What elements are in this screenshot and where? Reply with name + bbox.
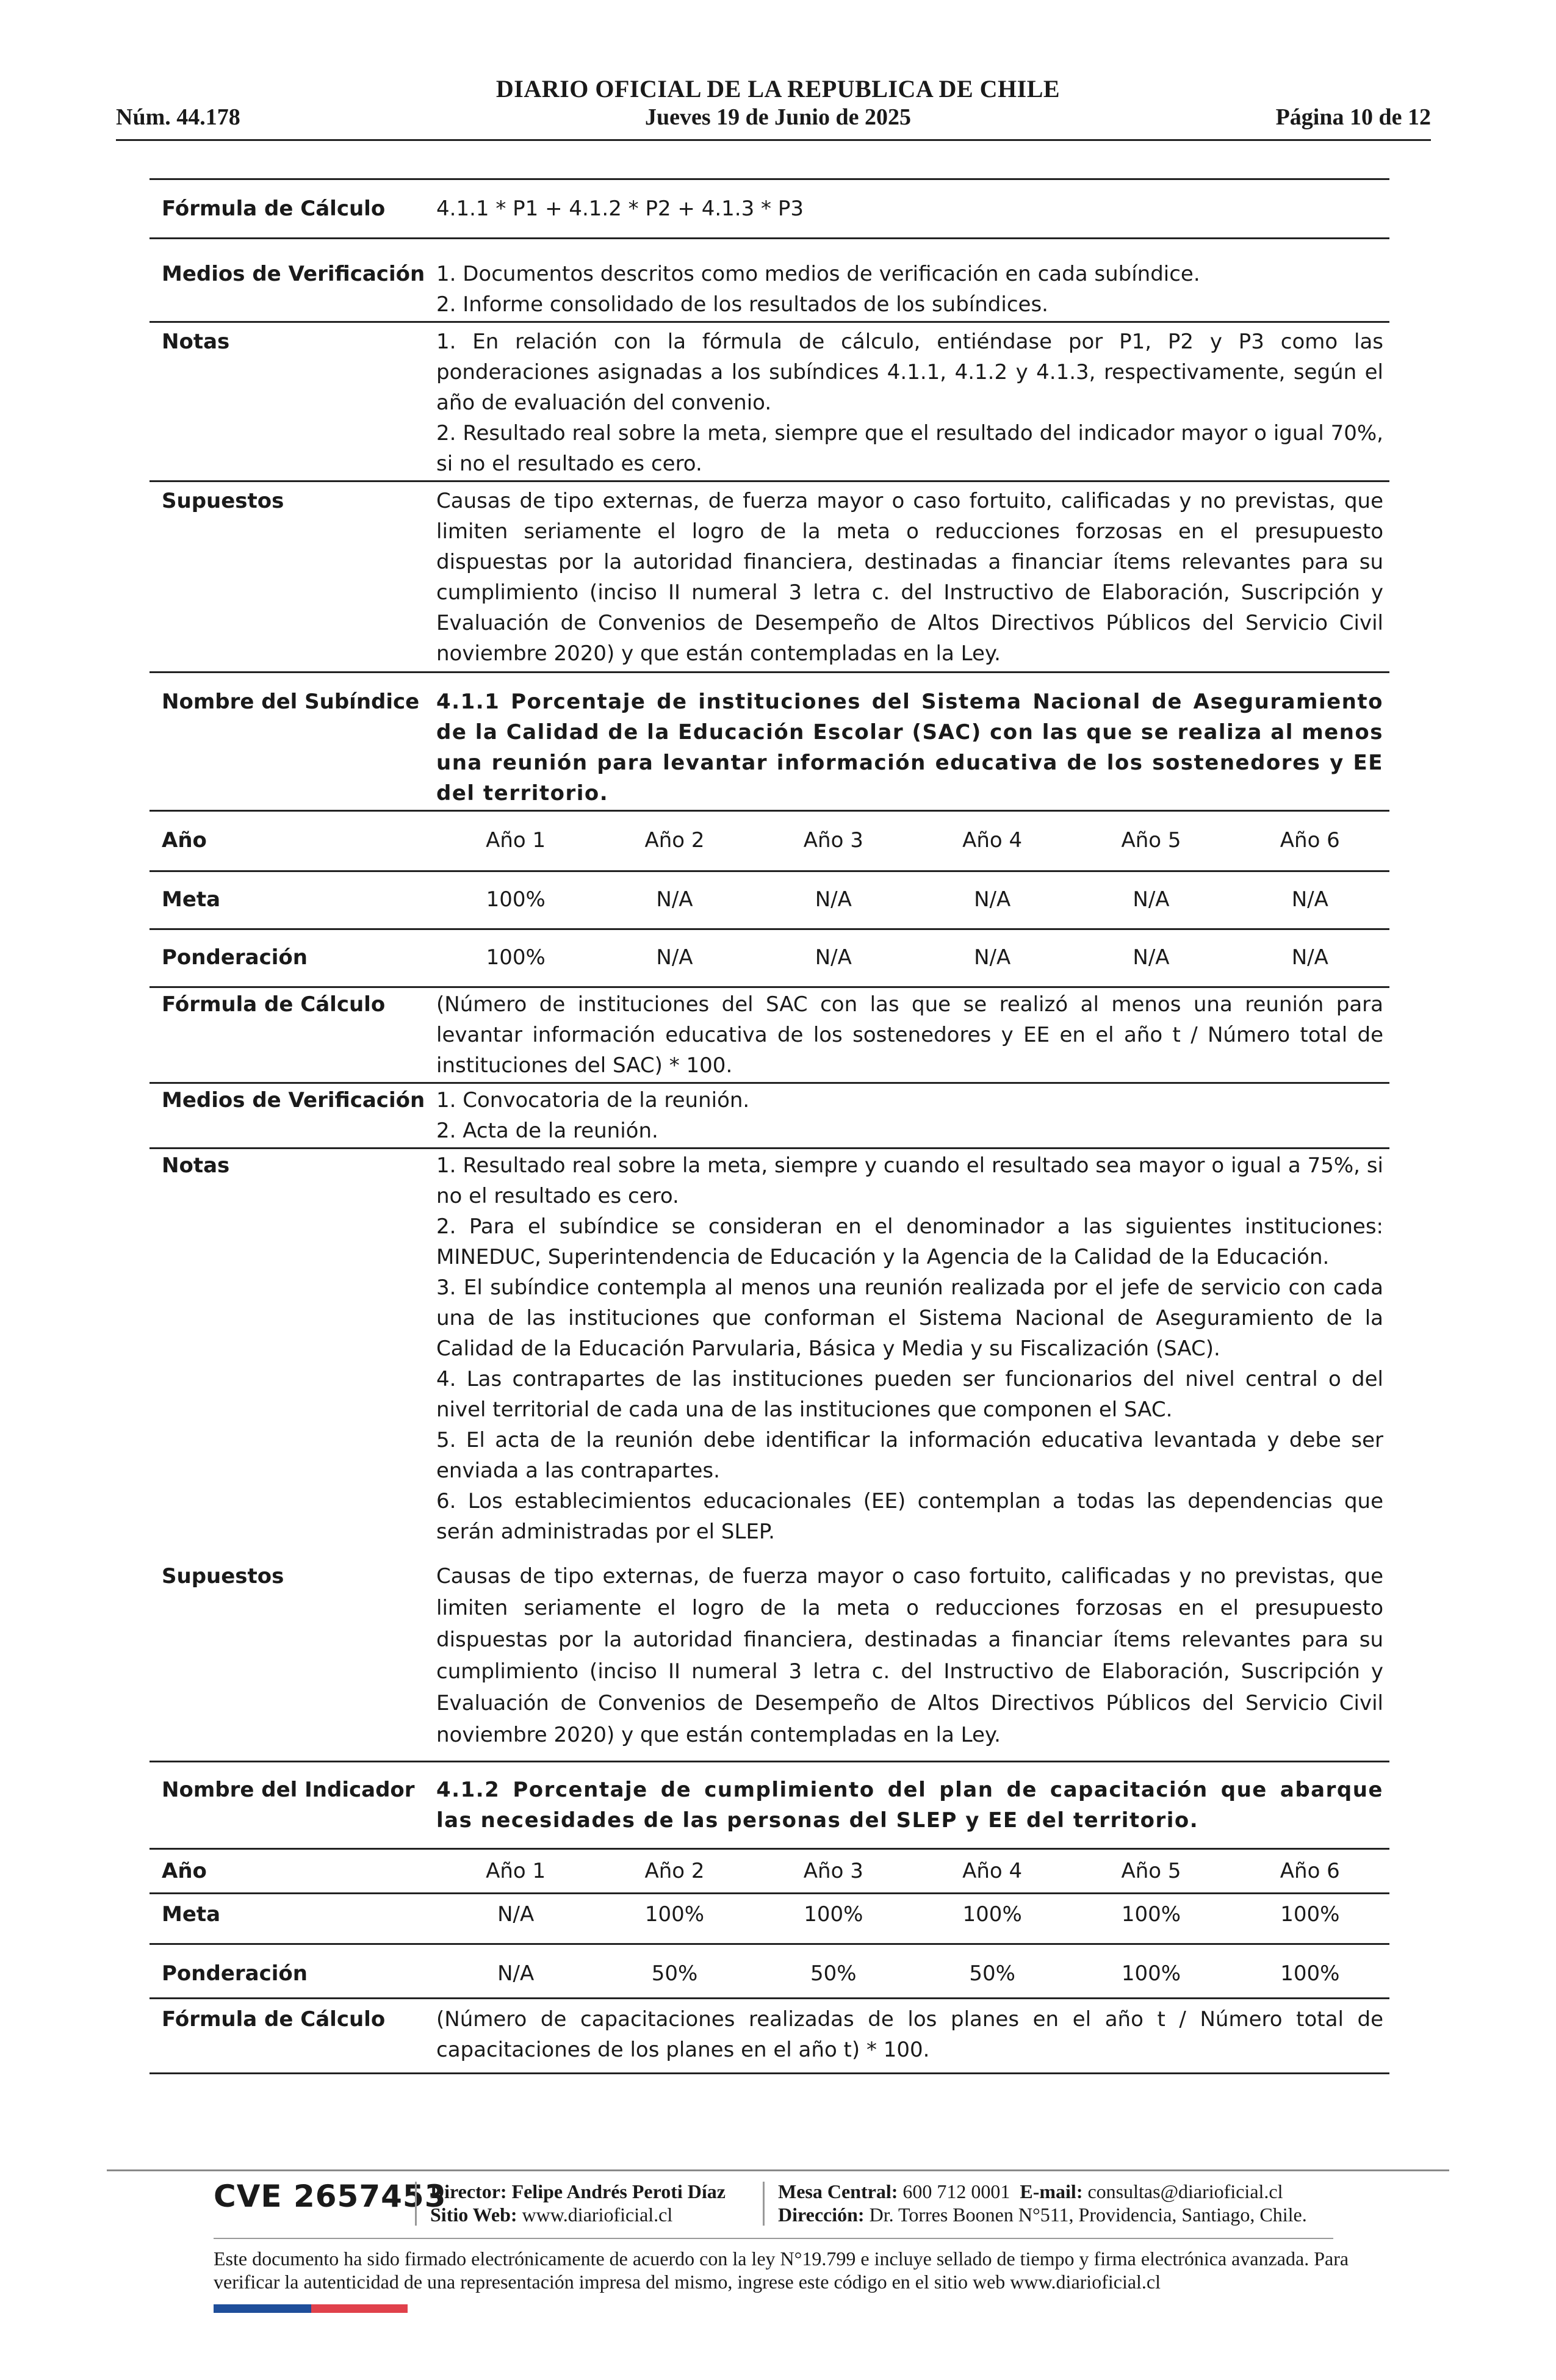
year-cell: Año 2 <box>644 828 705 853</box>
list-item: 6. Los establecimientos educacionales (EE) contemplan a todas las dependencias que serán administradas por el SLEP. <box>436 1489 1383 1544</box>
list-item: 2. Acta de la reunión. <box>436 1119 658 1143</box>
weight-cell: N/A <box>974 945 1011 970</box>
footer-divider <box>415 2182 417 2226</box>
list-item: 1. En relación con la fórmula de cálculo, entiéndase por P1, P2 y P3 como las ponderaciones asignadas a los subíndices 4.1.1, 4.1.2 y 4.1.3, respectivamente, según el año de evaluación del convenio. <box>436 330 1383 415</box>
row-indicador <box>149 1762 1389 1850</box>
row-label: Supuestos <box>162 1564 284 1588</box>
meta-values <box>436 884 1389 915</box>
row-value: Causas de tipo externas, de fuerza mayor o caso fortuito, calificadas y no previstas, que limiten seriamente el logro de la meta o reducciones forzosas en el presupuesto dispuestas por la autoridad financiera, destinadas a financiar ítems relevantes para su cumplimiento (inciso II numeral 3 letra c. del Instructivo de Elaboración, Suscripción y Evaluación de Convenios de Desempeño de Altos Directivos Públicos del Servicio Civil noviembre 2020) y que están contempladas en la Ley. <box>436 1564 1383 1747</box>
row-notas-2 <box>149 1149 1389 1560</box>
list-item: 2. Resultado real sobre la meta, siempre que el resultado del indicador mayor o igual 70%, si no el resultado es cero. <box>436 421 1383 476</box>
list-item: 2. Para el subíndice se consideran en el denominador a las siguientes instituciones: MINEDUC, Superintendencia de Educación y la Agencia de la Calidad de la Educación. <box>436 1214 1383 1269</box>
footer-rule <box>214 2238 1333 2239</box>
meta-cell: N/A <box>974 887 1011 912</box>
row-label: Ponderación <box>162 1961 308 1986</box>
year-cell: Año 4 <box>962 1859 1023 1883</box>
list-item: 5. El acta de la reunión debe identificar la información educativa levantada y debe ser enviada a las contrapartes. <box>436 1428 1383 1483</box>
meta-cell: N/A <box>1291 887 1328 912</box>
row-label: Supuestos <box>162 489 284 513</box>
issue-date: Jueves 19 de Junio de 2025 <box>645 104 911 130</box>
row-ponderacion-1 <box>149 930 1389 988</box>
row-ponderacion-2 <box>149 1945 1389 1999</box>
year-cell: Año 6 <box>1280 1859 1340 1883</box>
row-label: Medios de Verificación <box>162 262 425 286</box>
row-label: Meta <box>162 887 221 912</box>
address-value: Dr. Torres Boonen N°511, Providencia, Santiago, Chile. <box>869 2204 1307 2226</box>
meta-cell: 100% <box>644 1902 705 1927</box>
list-item: 2. Informe consolidado de los resultados de los subíndices. <box>436 292 1048 317</box>
row-label: Fórmula de Cálculo <box>162 992 386 1017</box>
weight-cell: 50% <box>810 1961 857 1986</box>
website-label: Sitio Web: <box>430 2204 517 2226</box>
footer-rule <box>107 2169 1449 2171</box>
row-notas-1 <box>149 323 1389 482</box>
year-cell: Año 3 <box>803 828 863 853</box>
meta-cell: 100% <box>962 1902 1022 1927</box>
row-supuestos-2 <box>149 1560 1389 1762</box>
weight-cell: 100% <box>486 945 546 970</box>
meta-cell: N/A <box>497 1902 535 1927</box>
footer-divider <box>763 2182 765 2226</box>
year-cell: Año 3 <box>803 1859 863 1883</box>
contact-block <box>778 2180 1307 2226</box>
row-label: Nombre del Subíndice <box>162 690 420 714</box>
row-value: (Número de instituciones del SAC con las que se realizó al menos una reunión para levantar información educativa de los sostenedores y EE en el año t / Número total de instituciones del SAC) * 100. <box>436 992 1383 1078</box>
meta-cell: N/A <box>1133 887 1170 912</box>
flag-bar-blue <box>214 2304 311 2313</box>
year-cell: Año 5 <box>1121 828 1181 853</box>
list-item: 4. Las contrapartes de las instituciones pueden ser funcionarios del nivel central o del nivel territorial de cada una de las instituciones que componen el SAC. <box>436 1367 1383 1422</box>
row-meta-1 <box>149 872 1389 930</box>
row-value <box>436 259 1389 320</box>
subindex-name: 4.1.1 Porcentaje de instituciones del Sistema Nacional de Aseguramiento de la Calidad de la Educación Escolar (SAC) con las que se realiza al menos una reunión para levantar información educativa de los sostenedores y EE del territorio. <box>436 690 1383 806</box>
weight-cell: N/A <box>497 1961 535 1986</box>
year-cell: Año 2 <box>644 1859 705 1883</box>
address-label: Dirección: <box>778 2204 865 2226</box>
year-cell: Año 4 <box>962 828 1023 853</box>
row-label: Notas <box>162 1153 230 1178</box>
weight-values <box>436 942 1389 973</box>
row-formula-2 <box>149 988 1389 1084</box>
meta-cell: 100% <box>486 887 546 912</box>
row-label: Fórmula de Cálculo <box>162 2007 386 2032</box>
row-label: Notas <box>162 330 230 354</box>
row-value: 4.1.1 * P1 + 4.1.2 * P2 + 4.1.3 * P3 <box>436 197 804 221</box>
mesa-label: Mesa Central: <box>778 2180 898 2202</box>
list-item: 3. El subíndice contempla al menos una reunión realizada por el jefe de servicio con cada una de las instituciones que conforman el Sistema Nacional de Aseguramiento de la Calidad de la Educación Parvularia, Básica y Media y su Fiscalización (SAC). <box>436 1275 1383 1361</box>
row-value <box>436 1085 1389 1146</box>
row-supuestos-1 <box>149 482 1389 673</box>
year-cell: Año 1 <box>486 828 546 853</box>
mesa-phone: 600 712 0001 <box>902 2180 1010 2202</box>
row-label: Año <box>162 1859 207 1883</box>
row-formula-3 <box>149 1999 1389 2074</box>
director-label: Director: <box>430 2180 507 2202</box>
issue-number: Núm. 44.178 <box>116 104 240 130</box>
list-item: 1. Resultado real sobre la meta, siempre y cuando el resultado sea mayor o igual a 75%, si no el resultado es cero. <box>436 1153 1383 1208</box>
meta-cell: 100% <box>1280 1902 1340 1927</box>
row-medios-2 <box>149 1084 1389 1149</box>
header-rule <box>116 139 1431 141</box>
weight-cell: 50% <box>969 1961 1015 1986</box>
newspaper-title: DIARIO OFICIAL DE LA REPUBLICA DE CHILE <box>495 75 1061 103</box>
flag-bar-red <box>311 2304 408 2313</box>
row-anio-2 <box>149 1850 1389 1894</box>
director-block <box>430 2180 726 2226</box>
indicator-table <box>149 178 1389 2074</box>
weight-cell: N/A <box>1291 945 1328 970</box>
director-name: Felipe Andrés Peroti Díaz <box>511 2180 726 2202</box>
cve-code: CVE 2657453 <box>214 2179 447 2214</box>
row-anio-1 <box>149 812 1389 872</box>
weight-cell: 100% <box>1280 1961 1340 1986</box>
row-label: Fórmula de Cálculo <box>162 197 386 221</box>
row-value <box>436 1150 1389 1547</box>
year-cell: Año 1 <box>486 1859 546 1883</box>
weight-cell: N/A <box>1133 945 1170 970</box>
row-label: Nombre del Indicador <box>162 1778 415 1802</box>
meta-cell: 100% <box>804 1902 863 1927</box>
year-values <box>436 1856 1389 1886</box>
row-label: Año <box>162 828 207 853</box>
meta-cell: N/A <box>815 887 852 912</box>
signature-notice: Este documento ha sido firmado electrónicamente de acuerdo con la ley N°19.799 e incluye sellado de tiempo y firma electrónica avanzada. Para verificar la autenticidad de una representación impresa del mismo, ingrese este código en el sitio web www.diarioficial.cl <box>214 2248 1349 2293</box>
weight-cell: N/A <box>815 945 852 970</box>
row-label: Ponderación <box>162 945 308 970</box>
row-formula-1 <box>149 180 1389 239</box>
row-value: Causas de tipo externas, de fuerza mayor o caso fortuito, calificadas y no previstas, que limiten seriamente el logro de la meta o reducciones forzosas en el presupuesto dispuestas por la autoridad financiera, destinadas a financiar ítems relevantes para su cumplimiento (inciso II numeral 3 letra c. del Instructivo de Elaboración, Suscripción y Evaluación de Convenios de Desempeño de Altos Directivos Públicos del Servicio Civil noviembre 2020) y que están contempladas en la Ley. <box>436 489 1383 666</box>
row-medios-1 <box>149 239 1389 323</box>
list-item: 1. Documentos descritos como medios de verificación en cada subíndice. <box>436 262 1200 286</box>
email-link[interactable]: consultas@diarioficial.cl <box>1087 2180 1283 2202</box>
website-link[interactable]: www.diarioficial.cl <box>522 2204 673 2226</box>
email-label: E-mail: <box>1020 2180 1083 2202</box>
indicator-name: 4.1.2 Porcentaje de cumplimiento del plan de capacitación que abarque las necesidades de las personas del SLEP y EE del territorio. <box>436 1778 1383 1833</box>
year-cell: Año 5 <box>1121 1859 1181 1883</box>
weight-cell: 100% <box>1121 1961 1181 1986</box>
year-values <box>436 825 1389 856</box>
weight-cell: 50% <box>651 1961 698 1986</box>
row-label: Medios de Verificación <box>162 1088 425 1112</box>
weight-cell: N/A <box>656 945 693 970</box>
row-value <box>436 326 1389 479</box>
meta-values <box>436 1899 1389 1930</box>
row-value: (Número de capacitaciones realizadas de los planes en el año t / Número total de capacitaciones de los planes en el año t) * 100. <box>436 2007 1383 2062</box>
year-cell: Año 6 <box>1280 828 1340 853</box>
list-item: 1. Convocatoria de la reunión. <box>436 1088 750 1112</box>
row-meta-2 <box>149 1894 1389 1945</box>
page-number: Página 10 de 12 <box>1275 104 1431 130</box>
row-subindice <box>149 673 1389 812</box>
weight-values <box>436 1958 1389 1989</box>
meta-cell: 100% <box>1121 1902 1181 1927</box>
row-label: Meta <box>162 1902 221 1927</box>
meta-cell: N/A <box>656 887 693 912</box>
